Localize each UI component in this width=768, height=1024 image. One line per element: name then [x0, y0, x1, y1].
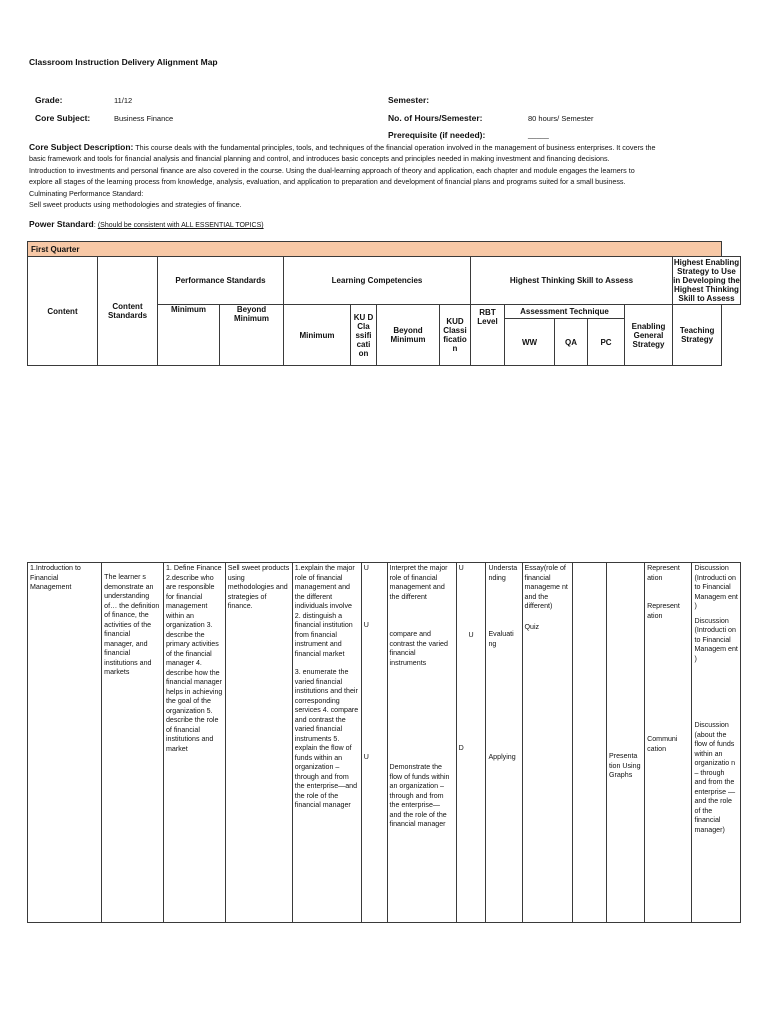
kud2-value-3: D	[458, 744, 464, 752]
grade-label: Grade:	[35, 95, 63, 105]
quarter-label: First Quarter	[28, 242, 722, 257]
prerequisite-value: _____	[528, 130, 549, 139]
lc-kud-cell	[361, 563, 387, 923]
highest-thinking-header: Highest Thinking Skill to Assess	[471, 257, 673, 305]
pc-value: Presenta tion Using Graphs	[608, 752, 641, 779]
alignment-header-table	[27, 241, 741, 366]
rbt-value-1: Understa nding	[488, 564, 518, 582]
rbt-level-cell	[486, 563, 522, 923]
teaching-strategy-cell	[692, 563, 741, 923]
description-line-3: Introduction to investments and personal finance are also covered in the course. Using the dual-learning approach of theory and application, each chapter and module engages the learners to	[29, 165, 635, 175]
alignment-body-table	[27, 562, 741, 923]
lc-kud-header: KU D Cla ssifi cati on	[351, 305, 377, 366]
description-line-4: explore all stages of the learning process from knowledge, analysis, evaluation, and application to preparation and development of financial plans and programs suited for a small business.	[29, 177, 626, 187]
hours-label: No. of Hours/Semester:	[388, 113, 483, 123]
power-standard-note: (Should be consistent with ALL ESSENTIAL TOPICS)	[97, 222, 264, 229]
enabling-strategy-cell	[645, 563, 692, 923]
content-header: Content	[28, 257, 98, 366]
rbt-value-2: Evaluati ng	[488, 630, 514, 648]
teaching-value-3: Discussion (about the flow of funds within an organizatio n – through and from the enterprise —and the role of the financial manager)	[694, 721, 736, 834]
ps-minimum-cell: 1. Define Finance 2.describe who are responsible for financial management within an organization 3. describe the primary activities of the financial manager 4. describe how the financial manager helps in achieving the goal of the organization 5. describe the role of financial institutions and market	[163, 563, 225, 923]
culminating-standard-text: Sell sweet products using methodologies and strategies of finance.	[29, 200, 242, 210]
enabling-value-1: Represent ation	[647, 564, 680, 582]
grade-value: 11/12	[114, 96, 133, 105]
core-subject-description	[29, 142, 767, 210]
lc-minimum-text-1: 1.explain the major role of financial management and the different individuals involve 2. distinguish a financial institution from financial instrument and financial market	[294, 564, 355, 658]
teaching-strategy-header: Teaching Strategy	[673, 305, 722, 366]
enabling-value-3: Communi cation	[647, 735, 678, 753]
ps-minimum-header: Minimum	[158, 305, 220, 366]
ww-cell	[522, 563, 572, 923]
lc-beyond-cell	[387, 563, 456, 923]
kud2-value-1: U	[458, 564, 464, 572]
culminating-standard-label: Culminating Performance Standard:	[29, 188, 144, 198]
ww-value-2: Quiz	[524, 622, 540, 631]
performance-standards-header: Performance Standards	[158, 257, 284, 305]
power-standard: Power Standard: (Should be consistent with ALL ESSENTIAL TOPICS)	[29, 219, 264, 229]
core-subject-label: Core Subject:	[35, 113, 91, 123]
lc-beyond-text-1: Interpret the major role of financial management and the different	[389, 564, 448, 601]
content-standards-header: Content Standards	[98, 257, 158, 366]
lc-beyond-text-2: compare and contrast the varied financial instruments	[389, 630, 448, 667]
teaching-value-1: Discussion (Introducti on to Financial Managem ent )	[694, 564, 738, 610]
description-line-2: basic framework and tools for financial analysis and financial planning and control, and introduces basic concepts and principles needed in making investment and financing decisions.	[29, 154, 610, 164]
ww-header: WW	[505, 319, 555, 366]
lc-minimum-header: Minimum	[284, 305, 351, 366]
teaching-value-2: Discussion (Introducti on to Financial Managem ent )	[694, 616, 738, 663]
table-row	[28, 563, 741, 923]
content-standard-text: The learner s demonstrate an understanding of… the definition of finance, the activities of the financial manager, and financial institutions and markets	[104, 573, 160, 676]
description-line-1: This course deals with the fundamental principles, tools, and techniques of the financial operation involved in the management of business enterprises. It covers the	[135, 143, 656, 152]
core-subject-value: Business Finance	[114, 114, 174, 123]
enabling-value-2: Represent ation	[647, 602, 680, 620]
kud-value-1: U	[363, 564, 369, 572]
kud2-value-2: U	[468, 630, 474, 639]
content-cell: 1.Introduction to Financial Management	[28, 563, 102, 923]
lc-minimum-cell	[292, 563, 361, 923]
description-label: Core Subject Description:	[29, 142, 134, 152]
qa-cell	[572, 563, 606, 923]
ww-value-1: Essay(role of financial manageme nt and the different)	[524, 564, 568, 610]
document-title: Classroom Instruction Delivery Alignment Map	[29, 57, 218, 67]
pc-cell	[606, 563, 644, 923]
lc-beyond-text-3: Demonstrate the flow of funds within an organization – through and from the enterprise— and the role of the financial manager	[389, 763, 450, 828]
ps-beyond-header: Beyond Minimum	[220, 305, 284, 366]
highest-enabling-header: Highest Enabling Strategy to Use in Developing the Highest Thinking Skill to Assess	[673, 258, 740, 303]
pc-header: PC	[588, 319, 625, 366]
lc-kud-classification-header: KUD Classi ficatio n	[440, 305, 471, 366]
hours-value: 80 hours/ Semester	[528, 114, 594, 123]
enabling-strategy-header: Enabling General Strategy	[625, 305, 673, 366]
lc-kud-classification-cell	[456, 563, 486, 923]
learning-competencies-header: Learning Competencies	[284, 257, 471, 305]
semester-label: Semester:	[388, 95, 430, 105]
kud-value-2: U	[363, 620, 369, 629]
prerequisite-label: Prerequisite (if needed):	[388, 130, 486, 140]
power-standard-label: Power Standard	[29, 219, 94, 229]
kud-value-3: U	[363, 753, 369, 761]
rbt-level-header: RBT Level	[471, 305, 505, 366]
lc-minimum-text-2: 3. enumerate the varied financial institutions and their corresponding services 4. compare and contrast the varied financial instruments 5. explain the flow of funds within an organization – through and from the enterprise—and the role of the financial manager	[294, 668, 359, 809]
qa-header: QA	[555, 319, 588, 366]
content-standard-cell	[102, 563, 164, 923]
rbt-value-3: Applying	[488, 753, 516, 761]
lc-beyond-header: Beyond Minimum	[377, 305, 440, 366]
assessment-technique-header: Assessment Technique	[505, 305, 625, 319]
ps-beyond-cell: Sell sweet products using methodologies and strategies of finance.	[225, 563, 292, 923]
